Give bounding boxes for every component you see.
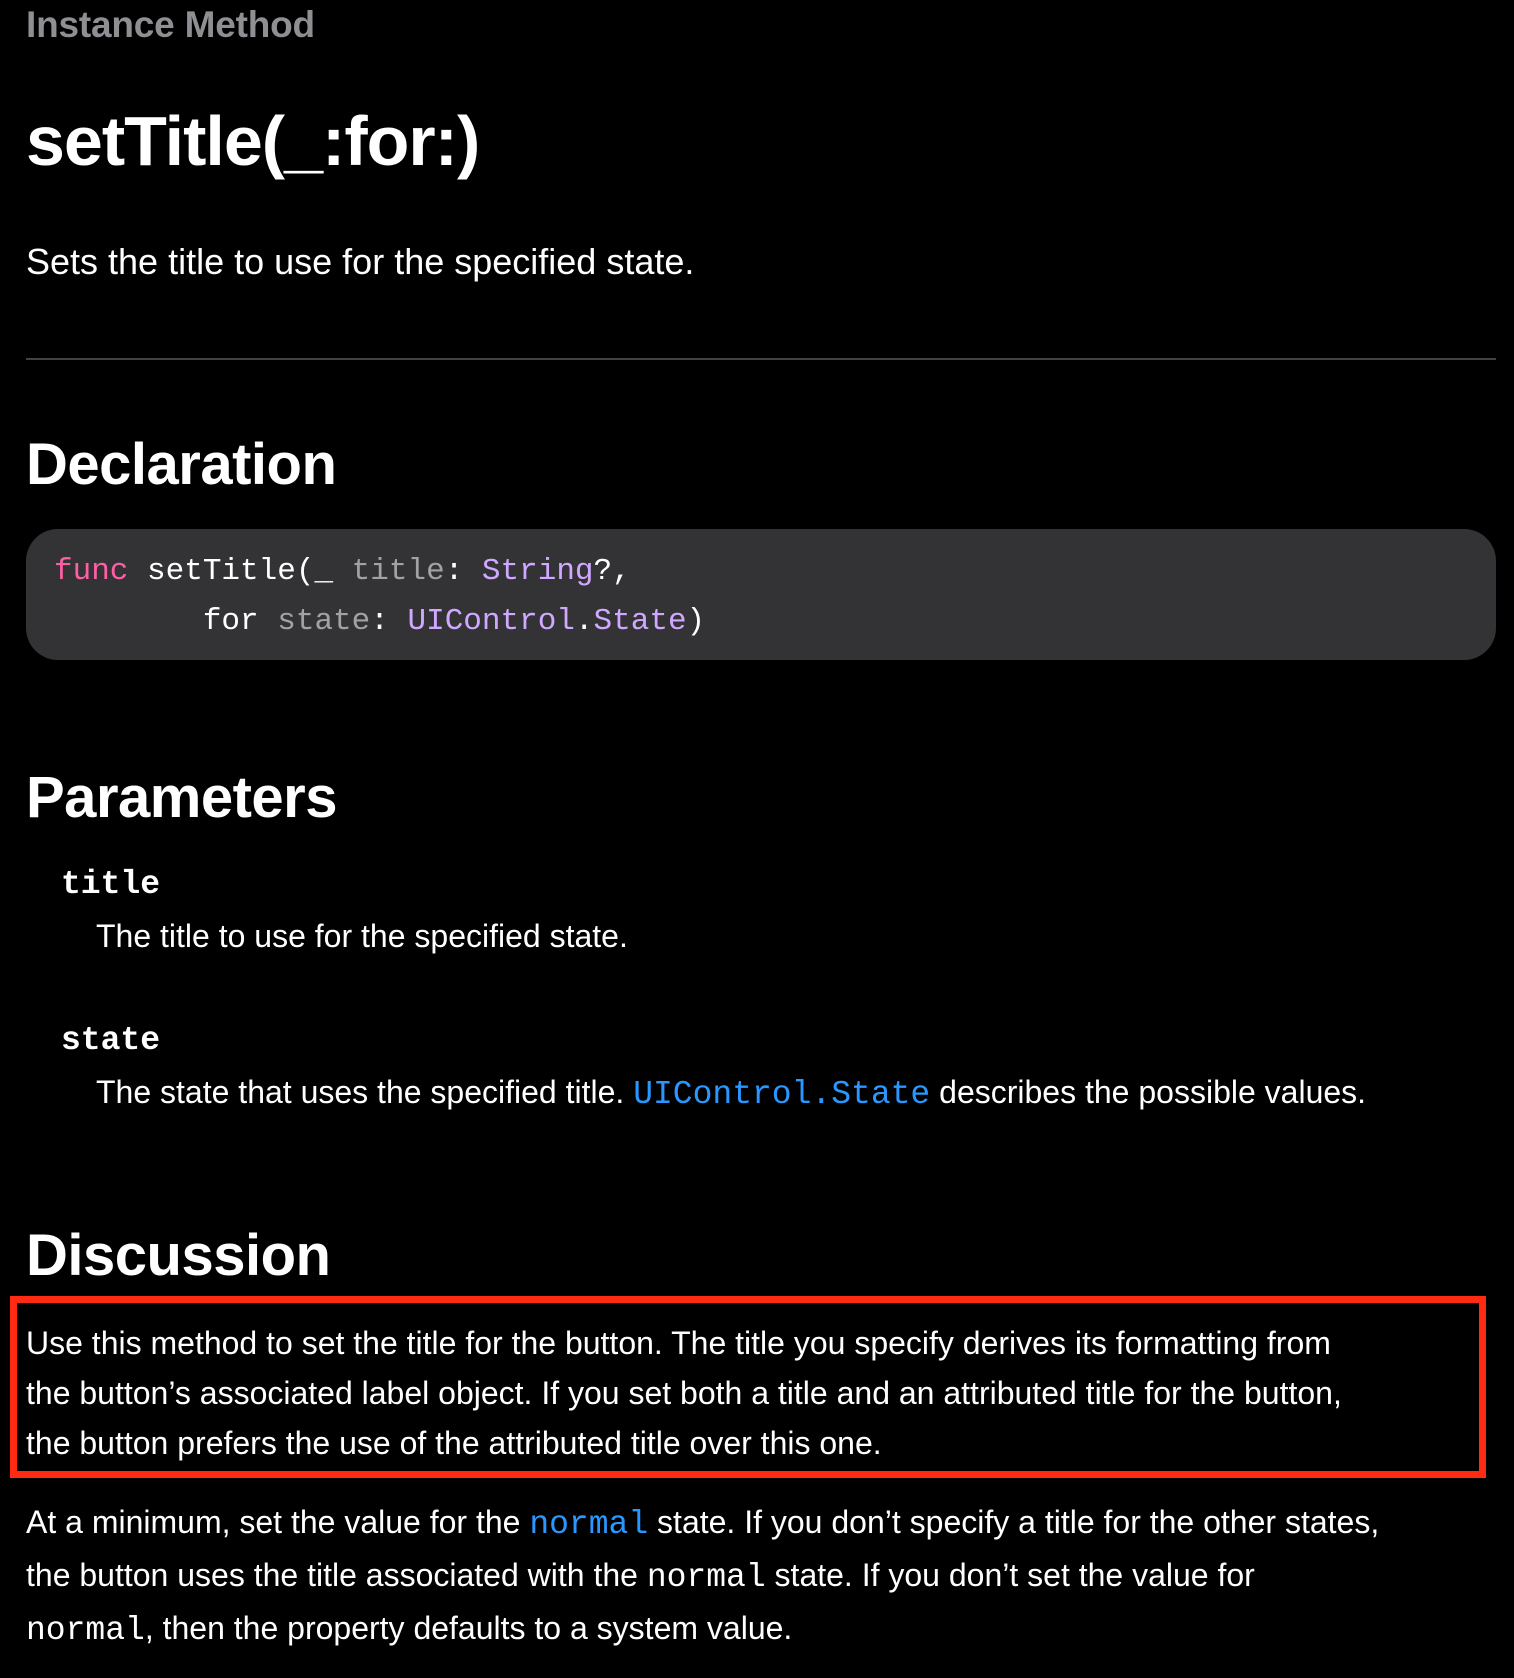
parameter-name-title: title	[61, 866, 161, 903]
symbol-kind-eyebrow: Instance Method	[26, 4, 315, 45]
code-keyword-func: func	[54, 554, 129, 589]
discussion-paragraph-2	[26, 1497, 1496, 1656]
code-tail: )	[686, 604, 706, 639]
declaration-heading: Declaration	[26, 432, 337, 497]
paragraph-line	[26, 1550, 1496, 1603]
code-space	[259, 604, 278, 639]
normal-state-link[interactable]: normal	[529, 1506, 649, 1543]
declaration-code-block[interactable]	[26, 529, 1496, 660]
parameter-text: The state that uses the specified title.	[96, 1074, 634, 1110]
code-label-for: for	[202, 604, 259, 639]
code-dot: .	[574, 604, 594, 639]
paragraph-text: state. If you don’t set the value for	[765, 1557, 1255, 1593]
code-type-string[interactable]: String	[481, 554, 594, 589]
inline-code-normal: normal	[26, 1612, 145, 1649]
parameters-heading: Parameters	[26, 765, 337, 830]
paragraph-text: state. If you don’t specify a title for the other states,	[648, 1504, 1380, 1540]
paragraph-line	[26, 1603, 1496, 1656]
inline-code-normal: normal	[646, 1559, 766, 1596]
paragraph-text: the button uses the title associated with the	[26, 1557, 647, 1593]
highlight-annotation-box	[10, 1296, 1486, 1478]
parameter-description-state	[96, 1067, 1366, 1120]
divider	[26, 358, 1496, 360]
parameter-text: describes the possible values.	[930, 1074, 1367, 1110]
uicontrol-state-link[interactable]: UIControl.State	[633, 1076, 931, 1113]
code-param-state: state	[277, 604, 371, 639]
code-tail: ?,	[593, 554, 631, 589]
paragraph-line: the button prefers the use of the attributed title over this one.	[26, 1425, 882, 1461]
parameter-name-state: state	[61, 1022, 161, 1059]
parameter-description-title: The title to use for the specified state.	[96, 918, 628, 954]
discussion-heading: Discussion	[26, 1223, 331, 1288]
paragraph-line	[26, 1497, 1496, 1550]
code-line-1	[54, 547, 631, 597]
page-title: setTitle(_:for:)	[26, 102, 480, 180]
paragraph-text: At a minimum, set the value for the	[26, 1504, 530, 1540]
code-type-uicontrol[interactable]: UIControl	[407, 604, 575, 639]
code-function-name: setTitle(_	[128, 554, 352, 589]
code-separator: :	[370, 604, 408, 639]
abstract: Sets the title to use for the specified state.	[26, 241, 695, 282]
paragraph-text: , then the property defaults to a system value.	[144, 1610, 793, 1646]
code-param-title: title	[351, 554, 445, 589]
code-separator: :	[444, 554, 482, 589]
code-line-2	[54, 597, 705, 647]
code-type-state[interactable]: State	[593, 604, 687, 639]
code-indent	[54, 604, 203, 639]
paragraph-line: Use this method to set the title for the button. The title you specify derives its formatting from	[26, 1325, 1331, 1361]
paragraph-line: the button’s associated label object. If you set both a title and an attributed title for the button,	[26, 1375, 1342, 1411]
